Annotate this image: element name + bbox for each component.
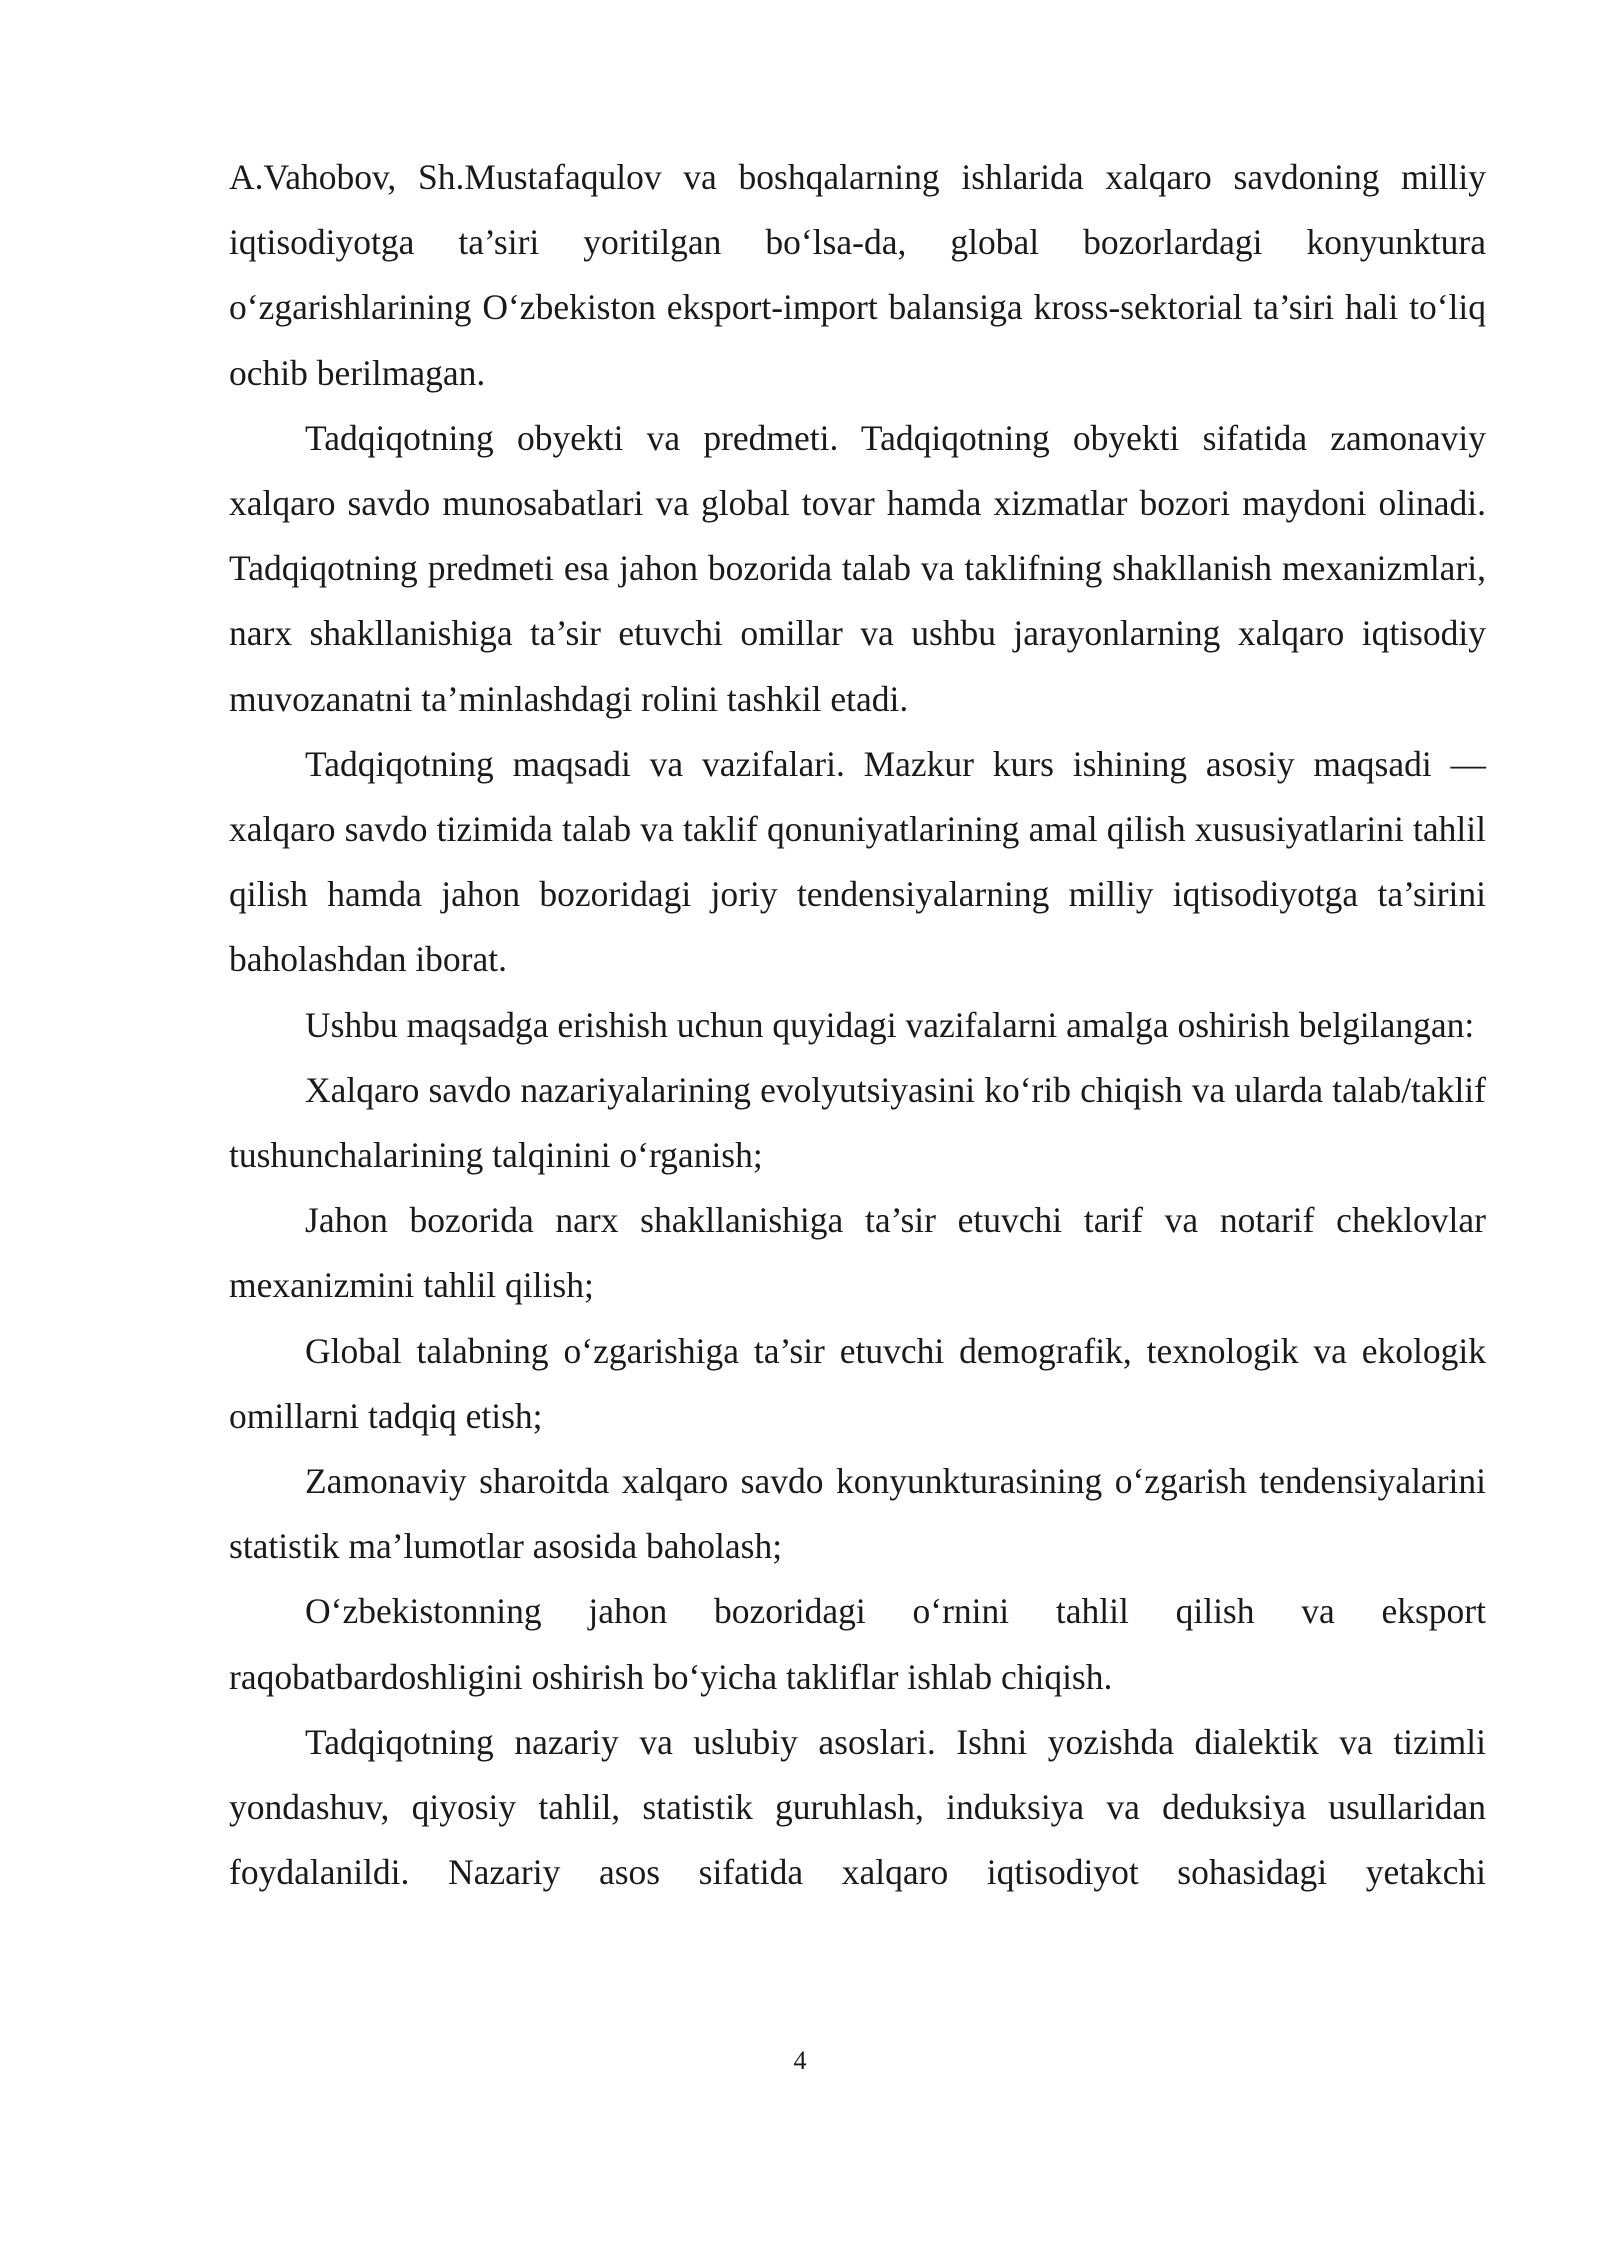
page-number: 4 xyxy=(793,2046,807,2075)
paragraph-research-object: Tadqiqotning obyekti va predmeti. Tadqiqotning obyekti sifatida zamonaviy xalqaro savdo munosabatlari va global tovar hamda xizmatlar bozori maydoni olinadi. Tadqiqotning predmeti esa jahon bozorida talab va taklifning shakllanish mexanizmlari, narx shakllanishiga ta’sir etuvchi omillar va ushbu jarayonlarning xalqaro iqtisodiy muvozanatni ta’minlashdagi rolini tashkil etadi. xyxy=(229,417,1486,719)
paragraph-tasks-intro: Ushbu maqsadga erishish uchun quyidagi vazifalarni amalga oshirish belgilangan: xyxy=(305,1004,1475,1045)
paragraph-methodology: Tadqiqotning nazariy va uslubiy asoslari. Ishni yozishda dialektik va tizimli yondashuv, qiyosiy tahlil, statistik guruhlash, induksiya va deduksiya usullaridan foydalanildi. Nazariy asos sifatida xalqaro iqtisodiyot sohasidagi yetakchi xyxy=(229,1721,1486,1893)
paragraph-literature-review: A.Vahobov, Sh.Mustafaqulov va boshqalarning ishlarida xalqaro savdoning milliy iqtisodiyotga ta’siri yoritilgan bo‘lsa-da, global bozorlardagi konyunktura o‘zgarishlarining O‘zbekiston eksport-import balansiga kross-sektorial ta’siri hali to‘liq ochib berilmagan. xyxy=(229,157,1486,393)
paragraph-task-1: Xalqaro savdo nazariyalarining evolyutsiyasini ko‘rib chiqish va ularda talab/taklif tushunchalarining talqinini o‘rganish; xyxy=(229,1069,1486,1176)
body-text xyxy=(229,145,1486,1905)
paragraph-task-5: O‘zbekistonning jahon bozoridagi o‘rnini tahlil qilish va eksport raqobatbardoshligini oshirish bo‘yicha takliflar ishlab chiqish. xyxy=(229,1591,1486,1697)
paragraph-task-3: Global talabning o‘zgarishiga ta’sir etuvchi demografik, texnologik va ekologik omillarni tadqiq etish; xyxy=(229,1330,1486,1436)
paragraph-task-4: Zamonaviy sharoitda xalqaro savdo konyunkturasining o‘zgarish tendensiyalarini statistik ma’lumotlar asosida baholash; xyxy=(229,1461,1486,1567)
paragraph-research-goal: Tadqiqotning maqsadi va vazifalari. Mazkur kurs ishining asosiy maqsadi — xalqaro savdo tizimida talab va taklif qonuniyatlarining amal qilish xususiyatlarini tahlil qilish hamda jahon bozoridagi joriy tendensiyalarning milliy iqtisodiyotga ta’sirini baholashdan iborat. xyxy=(229,743,1486,980)
paragraph-task-2: Jahon bozorida narx shakllanishiga ta’sir etuvchi tarif va notarif cheklovlar mexanizmini tahlil qilish; xyxy=(229,1200,1486,1306)
